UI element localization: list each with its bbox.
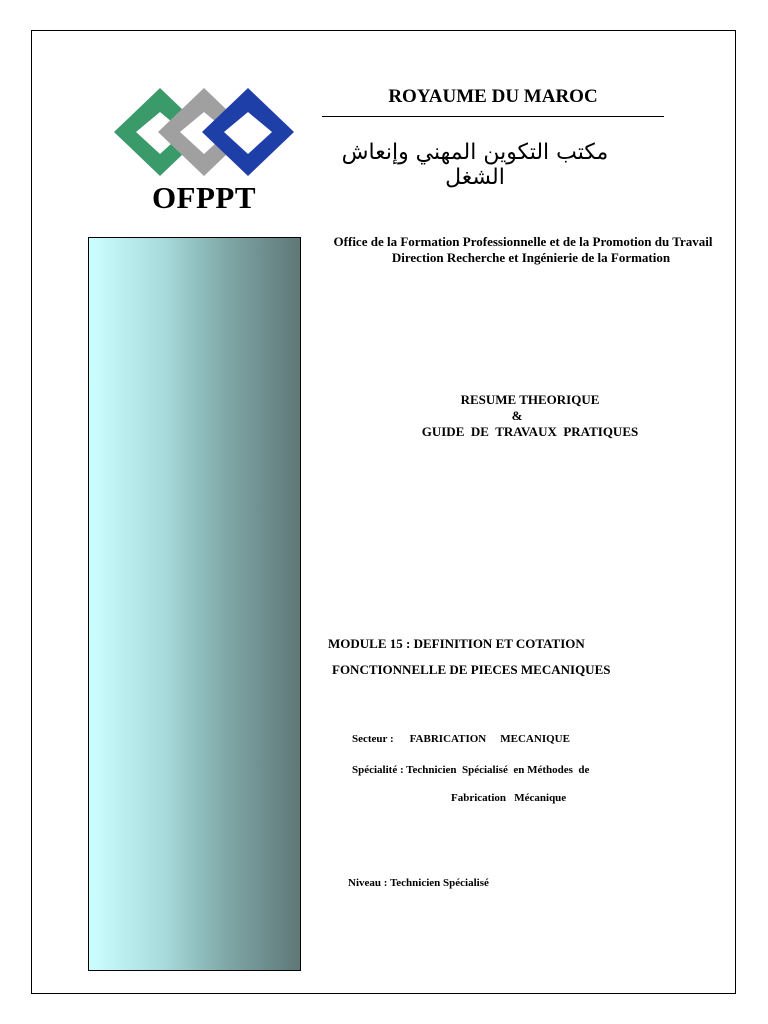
logo-text: OFPPT (151, 180, 257, 215)
ofppt-logo (112, 84, 296, 219)
module-line-2: FONCTIONNELLE DE PIECES MECANIQUES (332, 662, 611, 677)
ampersand: & (511, 408, 523, 423)
direction-name: Direction Recherche et Ingénierie de la Formation (391, 250, 671, 265)
module-line-1: MODULE 15 : DEFINITION ET COTATION (328, 636, 585, 651)
decorative-gradient-panel (88, 237, 301, 971)
document-type (380, 392, 680, 440)
secteur-label: Secteur : (352, 733, 394, 745)
specialite-continuation: Fabrication Mécanique (451, 792, 567, 804)
title-rule (322, 116, 664, 117)
office-name: Office de la Formation Professionnelle et de la Promotion du Travail (333, 234, 713, 249)
secteur-value-2: MECANIQUE (500, 733, 570, 745)
niveau-line: Niveau : Technicien Spécialisé (348, 877, 489, 889)
secteur-line (352, 732, 570, 746)
resume-theorique: RESUME THEORIQUE (460, 392, 600, 407)
module-title (328, 631, 728, 683)
specialite-line: Spécialité : Technicien Spécialisé en Méthodes de (352, 764, 590, 776)
institution-block (313, 234, 733, 266)
chain-links-icon (112, 84, 296, 184)
arabic-institution-name: مكتب التكوين المهني وإنعاش الشغل (341, 140, 609, 190)
kingdom-title: ROYAUME DU MAROC (388, 86, 598, 107)
guide-travaux-pratiques: GUIDE DE TRAVAUX PRATIQUES (421, 424, 639, 439)
secteur-value-1: FABRICATION (409, 733, 487, 745)
